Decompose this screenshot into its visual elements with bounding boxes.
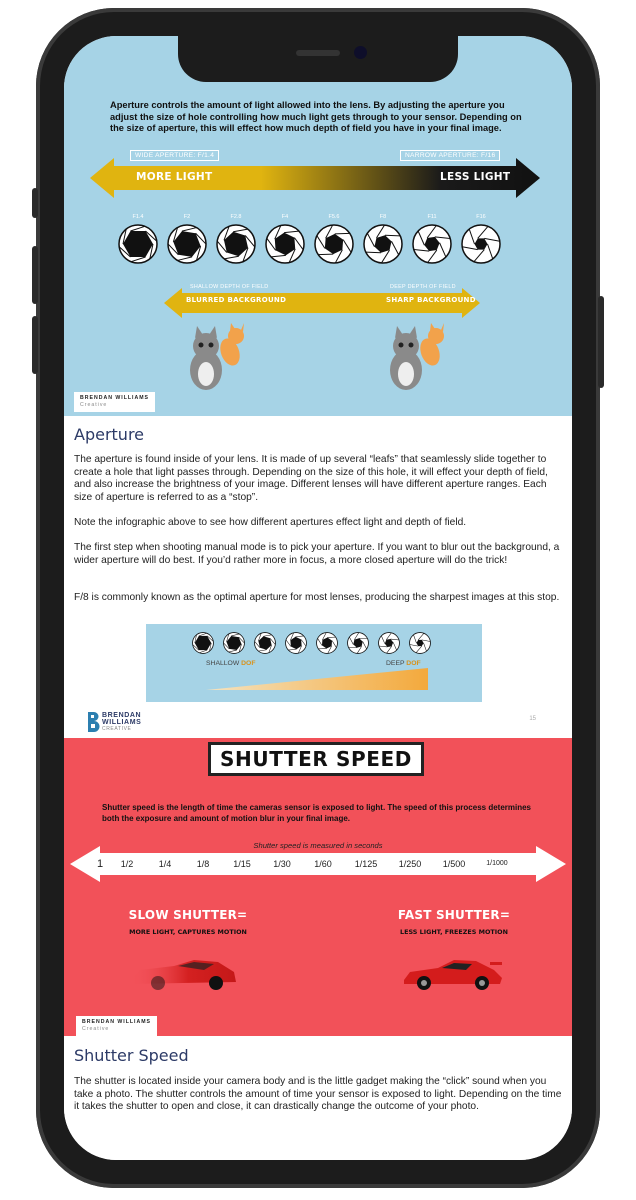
- shutter-speed-value: 1/60: [304, 853, 342, 875]
- aperture-stop-icon: [314, 224, 354, 264]
- shutter-speed-value: 1: [96, 858, 104, 870]
- power-button: [598, 296, 604, 388]
- dof-wedge: [206, 668, 428, 690]
- slow-shutter-title: SLOW SHUTTER=: [128, 908, 248, 922]
- shutter-speed-value: 1/1000: [478, 853, 516, 875]
- fstop-label: F5.6: [328, 214, 340, 220]
- aperture-stop-icon: [167, 224, 207, 264]
- shutter-speed-value: 1/8: [186, 853, 220, 875]
- cats-illustration-blurred: [184, 322, 254, 394]
- aperture-intro: Aperture controls the amount of light allowed into the lens. By adjusting the aperture you adjust the size of hole controlling how much light gets through to your sensor. Depending on the size of aperture, this will effect how much depth of field you have in your final image.: [110, 100, 522, 133]
- shutter-intro: Shutter speed is the length of time the cameras sensor is exposed to light. The speed of this process determines both the exposure and amount of motion blur in your final image.: [102, 803, 531, 824]
- shutter-speed-value: 1/15: [224, 853, 260, 875]
- aperture-stop-icon: [192, 632, 214, 654]
- car-motion-blur: [120, 952, 240, 992]
- shutter-speed-value: 1/2: [110, 853, 144, 875]
- narrow-aperture-tag: NARROW APERTURE: F/16: [400, 150, 500, 161]
- aperture-stop-icon: [254, 632, 276, 654]
- aperture-paragraph-4: F/8 is commonly known as the optimal aperture for most lenses, producing the sharpest images at this stop.: [74, 592, 560, 603]
- sharp-background-label: SHARP BACKGROUND: [386, 296, 476, 304]
- aperture-paragraph-1: The aperture is found inside of your lens. It is made of up several “leafs” that seamlessly slide together to create a hole that light passes through. Depending on the size of this hole, it will effect your depth of field, and also increase the brightness of your image. Different lenses will have different aperture ranges. Each size of aperture is referred to as a “stop”.: [74, 454, 548, 503]
- aperture-paragraph-2: Note the infographic above to see how different apertures effect light and depth of field.: [74, 517, 467, 528]
- fast-shutter-subtitle: LESS LIGHT, FREEZES MOTION: [400, 928, 508, 936]
- shutter-paragraph-1: The shutter is located inside your camera body and is the little gadget making the “click” sound when you take a photo. The shutter controls the amount of time your sensor is exposed to light. Depending on the time it takes the shutter to open and close, it can drastically change the outcome of your photo.: [74, 1076, 562, 1113]
- aperture-stop-icon: [285, 632, 307, 654]
- aperture-stop-icon: [265, 224, 305, 264]
- shutter-speed-value: 1/125: [346, 853, 386, 875]
- car-frozen: [400, 952, 504, 992]
- silent-switch: [32, 188, 38, 218]
- fstop-label: F8: [379, 214, 387, 220]
- aperture-stop-icon: [223, 632, 245, 654]
- wide-aperture-tag: WIDE APERTURE: F/1.4: [130, 150, 219, 161]
- volume-up-button: [32, 246, 38, 304]
- shutter-speed-value: 1/250: [390, 853, 430, 875]
- footer-brand-line1: BRENDAN: [102, 712, 142, 719]
- aperture-stop-icon: [378, 632, 400, 654]
- page-number: 15: [529, 716, 536, 722]
- less-light-label: LESS LIGHT: [440, 171, 511, 183]
- aperture-stop-icon: [461, 224, 501, 264]
- brand-logo: BRENDAN WILLIAMS Creative: [74, 392, 155, 412]
- brand-logo-shutter: BRENDAN WILLIAMS Creative: [76, 1016, 157, 1036]
- front-camera: [354, 46, 367, 59]
- deep-dof-tag: DEEP DEPTH OF FIELD: [390, 284, 456, 290]
- measured-caption: Shutter speed is measured in seconds: [253, 841, 383, 850]
- footer-brand-line3: CREATIVE: [102, 726, 132, 732]
- blurred-background-label: BLURRED BACKGROUND: [186, 296, 287, 304]
- more-light-label: MORE LIGHT: [136, 171, 213, 183]
- fstop-label: F1.4: [132, 214, 144, 220]
- fstop-label: F11: [427, 214, 437, 220]
- aperture-stop-icon: [412, 224, 452, 264]
- cats-illustration-sharp: [384, 322, 454, 394]
- aperture-stop-icon: [347, 632, 369, 654]
- fstop-label: F16: [476, 214, 486, 220]
- aperture-heading: Aperture: [74, 425, 145, 444]
- fast-shutter-title: FAST SHUTTER=: [397, 908, 511, 922]
- shutter-speed-value: 1/500: [434, 853, 474, 875]
- fstop-label: F2.8: [230, 214, 242, 220]
- aperture-stop-icon: [316, 632, 338, 654]
- aperture-stop-icon: [409, 632, 431, 654]
- deep-dof-label: DEEP DOF: [386, 660, 421, 667]
- aperture-paragraph-3: The first step when shooting manual mode is to pick your aperture. If you want to blur out the background, a wider aperture will do best. If you’d rather more in focus, a more closed aperture will do the trick!: [74, 542, 560, 566]
- speaker: [296, 50, 340, 56]
- shutter-speed-banner: SHUTTER SPEED: [208, 742, 424, 776]
- notch: [178, 36, 458, 82]
- shutter-speed-value: 1/4: [148, 853, 182, 875]
- dof-mini-infographic: [146, 624, 482, 702]
- footer-brand-line2: WILLIAMS: [102, 719, 142, 726]
- phone-screen[interactable]: [64, 36, 572, 1160]
- shutter-heading: Shutter Speed: [74, 1046, 189, 1065]
- volume-down-button: [32, 316, 38, 374]
- slow-shutter-subtitle: MORE LIGHT, CAPTURES MOTION: [129, 928, 247, 936]
- shallow-dof-label: SHALLOW DOF: [206, 660, 256, 667]
- fstop-label: F2: [183, 214, 191, 220]
- aperture-stop-icon: [363, 224, 403, 264]
- aperture-stop-icon: [118, 224, 158, 264]
- shutter-speed-value: 1/30: [264, 853, 300, 875]
- aperture-stop-icon: [216, 224, 256, 264]
- aperture-infographic: [64, 36, 572, 416]
- fstop-label: F4: [281, 214, 289, 220]
- brand-b-logo-icon: [86, 712, 100, 732]
- shallow-dof-tag: SHALLOW DEPTH OF FIELD: [190, 284, 269, 290]
